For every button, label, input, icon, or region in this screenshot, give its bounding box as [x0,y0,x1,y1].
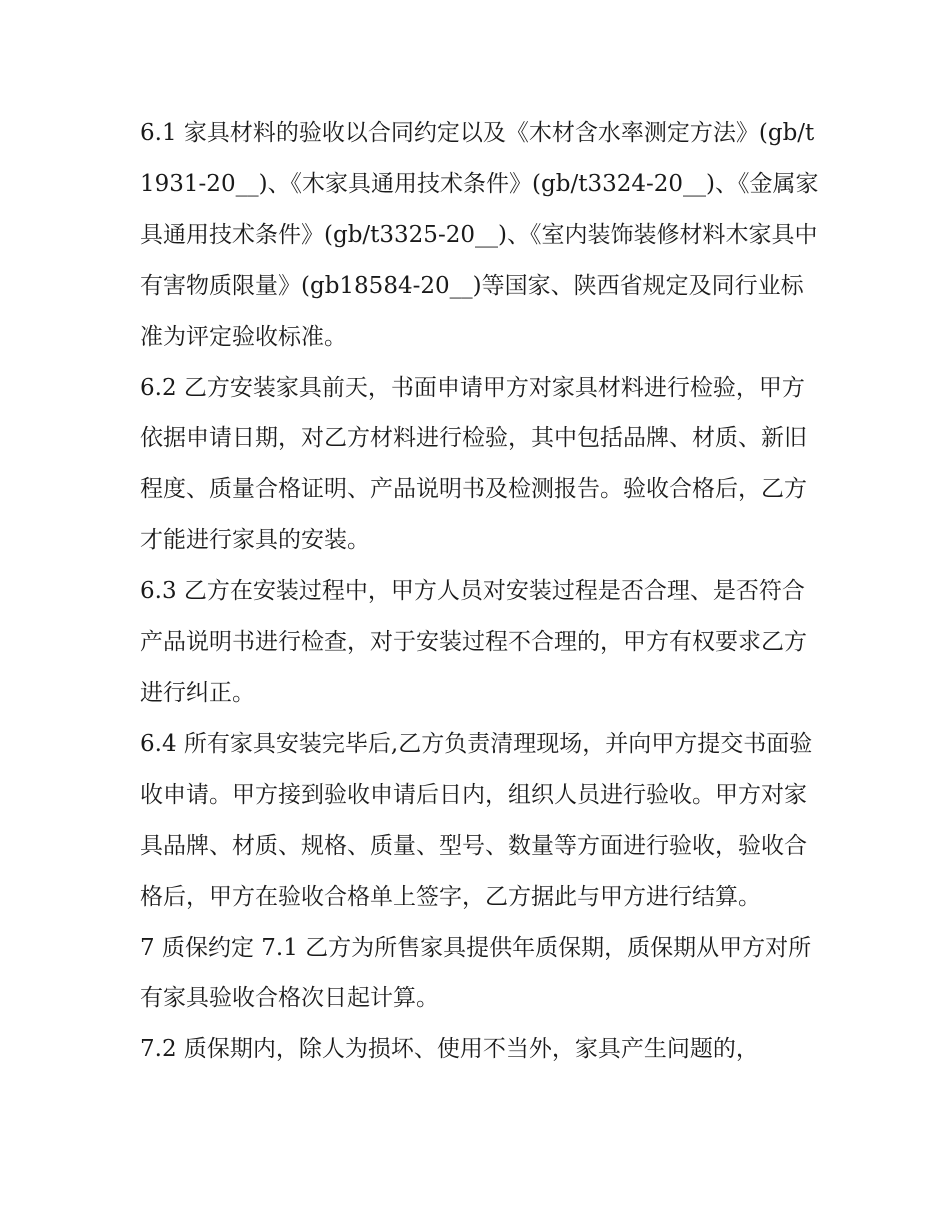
paragraph-6-3: 6.3 乙方在安装过程中，甲方人员对安装过程是否合理、是否符合产品说明书进行检查，对于安装过程不合理的，甲方有权要求乙方进行纠正。 [140,578,807,706]
paragraph-6-2: 6.2 乙方安装家具前天，书面申请甲方对家具材料进行检验，甲方依据申请日期，对乙方材料进行检验，其中包括品牌、材质、新旧程度、质量合格证明、产品说明书及检测报告。验收合格后，乙方才能进行家具的安装。 [140,374,807,554]
paragraph-6-1: 6.1 家具材料的验收以合同约定以及《木材含水率测定方法》(gb/t1931-20__)、《木家具通用技术条件》(gb/t3324-20__)、《金属家具通用技术条件》(gb/t3325-20__)、《室内装饰装修材料木家具中有害物质限量》(gb18584-20__)等国家、陕西省规定及同行业标准为评定验收标准。 [140,120,819,350]
document-body [140,108,820,1075]
paragraph-6-4: 6.4 所有家具安装完毕后,乙方负责清理现场，并向甲方提交书面验收申请。甲方接到验收申请后日内，组织人员进行验收。甲方对家具品牌、材质、规格、质量、型号、数量等方面进行验收，验收合格后，甲方在验收合格单上签字，乙方据此与甲方进行结算。 [140,730,813,910]
paragraph-7-2: 7.2 质保期内，除人为损坏、使用不当外，家具产生问题的， [140,1036,759,1063]
paragraph-7-1: 7 质保约定 7.1 乙方为所售家具提供年质保期，质保期从甲方对所有家具验收合格次日起计算。 [140,934,812,1012]
